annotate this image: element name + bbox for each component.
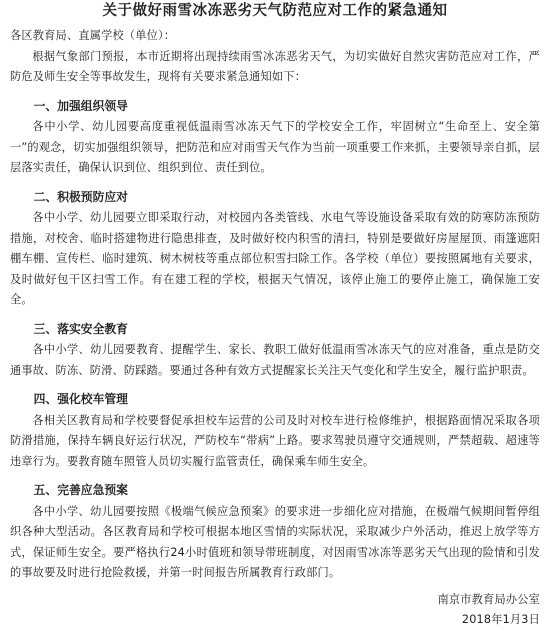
salutation: 各区教育局、直属学校（单位）： (10, 29, 176, 42)
section-3-body: 各中小学、幼儿园要教育、提醒学生、家长、教职工做好低温雨雪冰冻天气的应对准备，重点是防交通事故、防冻、防滑、防踩踏。要通过各种有效方式提醒家长关注天气变化和学生安全，履行监护职责。 (10, 343, 540, 377)
document-title: 关于做好雨雪冰冻恶劣天气防范应对工作的紧急通知 (102, 3, 448, 19)
section-2-body: 各中小学、幼儿园要立即采取行动，对校园内各类管线、水电气等设施设备采取有效的防寒防冻预防措施，对校舍、临时搭建物进行隐患排查，及时做好校内积雪的清扫，特别是要做好房屋屋顶、雨篷遮阳棚车棚、宣传栏、临时建筑、树木树枝等重点部位积雪扫除工作。各学校（单位）要按照属地有关要求，及时做好包干区扫雪工作。有在建工程的学校，根据天气情况，该停止施工的要停止施工，确保施工安全。 (10, 211, 540, 306)
intro-paragraph: 根据气象部门预报，本市近期将出现持续雨雪冰冻恶劣天气，为切实做好自然灾害防范应对工作，严防危及师生安全等事故发生，现将有关要求紧急通知如下： (10, 49, 540, 83)
section-4-body: 各相关区教育局和学校要督促承担校车运营的公司及时对校车进行检修维护，根据路面情况采取各项防滑措施，保持车辆良好运行状况，严防校车“带病”上路。要求驾驶员遵守交通规则，严禁超载、超速等违章行为。要教育随车照管人员切实履行监管责任，确保乘车师生安全。 (10, 413, 540, 468)
signature-org: 南京市教育局办公室 (437, 592, 540, 606)
section-4-heading: 四、强化校车管理 (33, 392, 128, 406)
section-1-heading: 一、加强组织领导 (33, 98, 128, 113)
section-1-body: 各中小学、幼儿园要高度重视低温雨雪冰冻天气下的学校安全工作，牢固树立“生命至上、安全第一”的观念，切实加强组织领导，把防范和应对雨雪天气作为当前一项重要工作来抓，主要领导亲自抓，层层落实责任，确保认识到位、组织到位、责任到位。 (10, 120, 540, 174)
section-3-heading: 三、落实安全教育 (33, 321, 128, 336)
section-2-heading: 二、积极预防应对 (33, 189, 128, 204)
section-5-heading: 五、完善应急预案 (33, 483, 128, 497)
section-5-body: 各中小学、幼儿园要按照《极端气候应急预案》的要求进一步细化应对措施，在极端气候期间暂停组织各种大型活动。各区教育局和学校可根据本地区雪情的实际状况，采取减少户外活动，推迟上放学等方式，保证师生安全。要严格执行24小时值班和领导带班制度，对因雨雪冰冻等恶劣天气出现的险情和引发的事故要及时进行抢险救援，并第一时间报告所属教育行政部门。 (10, 504, 540, 579)
signature-date: 2018年1月3日 (461, 613, 540, 626)
